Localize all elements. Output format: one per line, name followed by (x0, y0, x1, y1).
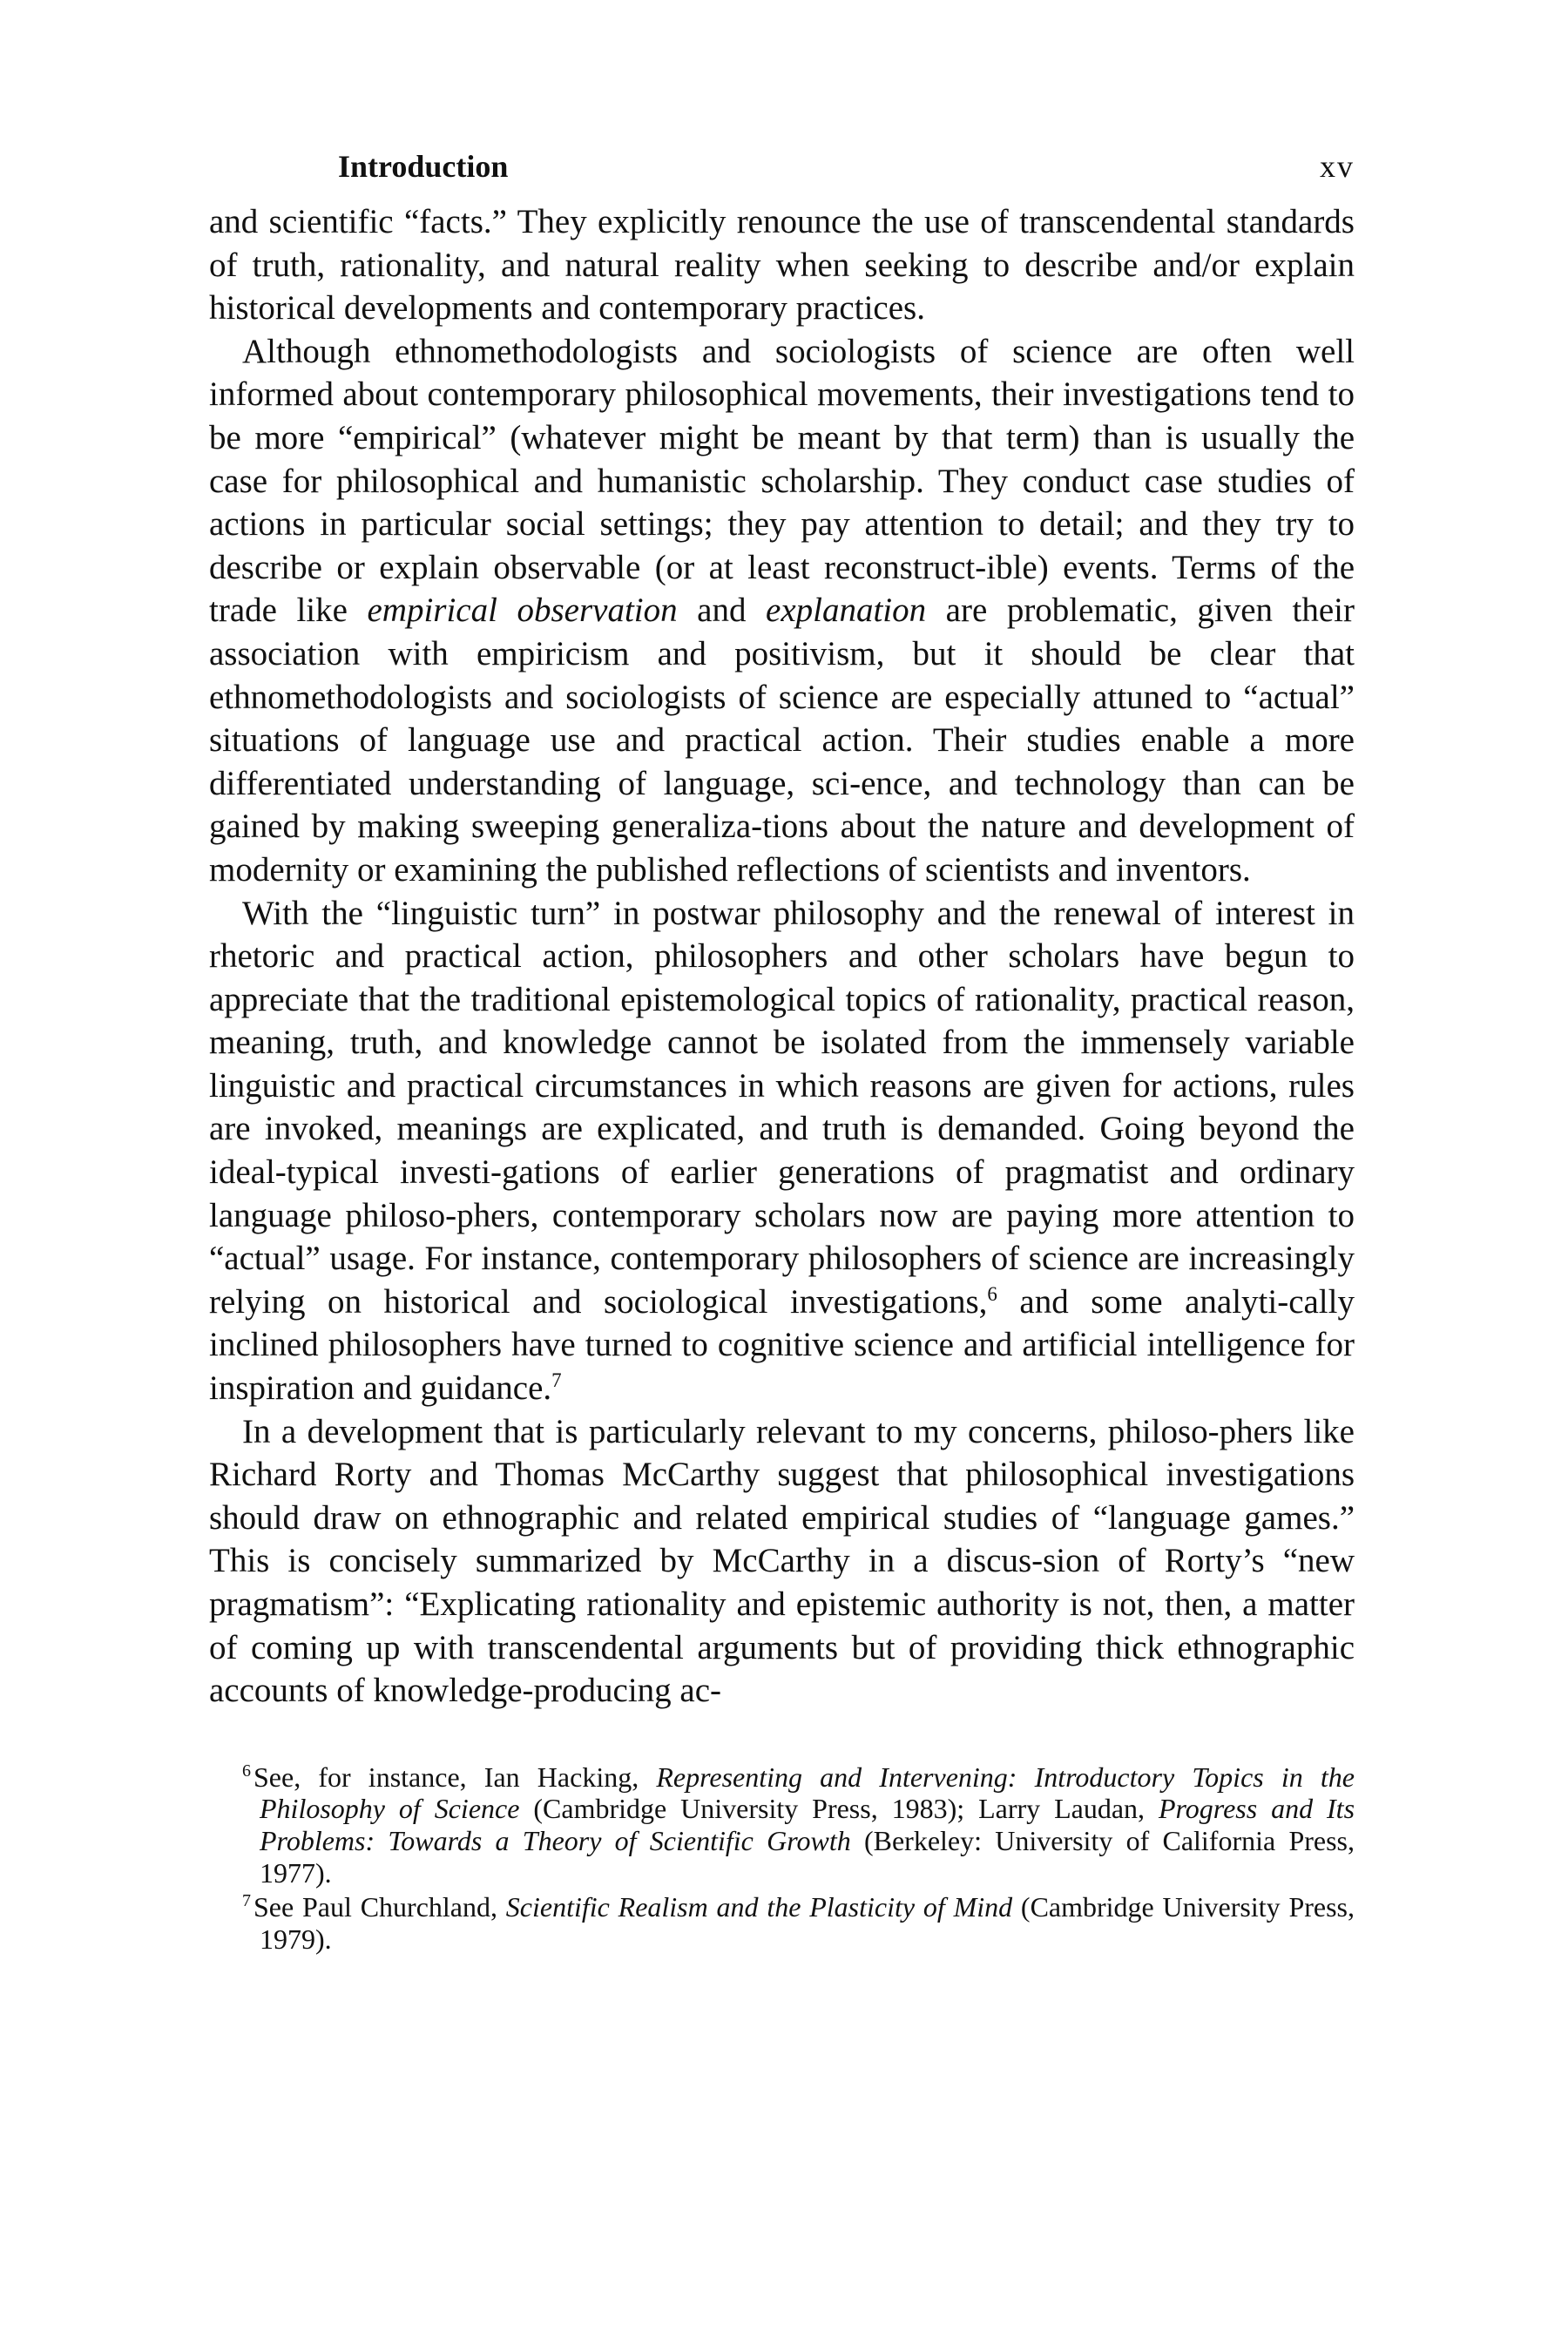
text-segment: are problematic, given their association with empiricism and positivism, but it should be clear that ethnomethodologists and sociologists of science are especially attuned to “actual” situations of language use and practical action. Their studies enable a more differentiated understanding of language, sci-ence, and technology than can be gained by making sweeping generaliza-tions about the nature and development of modernity or examining the published reflections of scientists and inventors. (209, 591, 1355, 889)
page-number: xv (1320, 149, 1355, 184)
italic-text: Scientific Realism and the Plasticity of Mind (505, 1891, 1013, 1923)
text-segment: and scientific “facts.” They explicitly renounce the use of transcendental standards of truth, rationality, and natural reality when seeking to describe and/or explain historical developments and contemporary practices. (209, 203, 1355, 328)
italic-text: empirical observation (367, 591, 678, 630)
body-text (209, 200, 1355, 1713)
text-segment: (Cambridge University Press, 1979). (260, 1891, 1355, 1955)
footnote-number: 7 (242, 1891, 251, 1911)
footnote-number: 6 (242, 1761, 251, 1781)
paragraph (209, 200, 1355, 330)
paragraph (209, 892, 1355, 1410)
chapter-title: Introduction (338, 149, 509, 184)
italic-text: Progress and Its Problems: Towards a Theory of Scientific Growth (260, 1793, 1355, 1856)
footnote (242, 1891, 1355, 1955)
running-head (209, 148, 1355, 200)
text-segment: With the “linguistic turn” in postwar philosophy and the renewal of interest in rhetoric and practical action, philosophers and other scholars have begun to appreciate that the traditional epistemological topics of rationality, practical reason, meaning, truth, and knowledge cannot be isolated from the immensely variable linguistic and practical circumstances in which reasons are given for actions, rules are invoked, meanings are explicated, and truth is demanded. Going beyond the ideal-typical investi-gations of earlier generations of pragmatist and ordinary language philoso-phers, contemporary scholars now are paying more attention to “actual” usage. For instance, contemporary philosophers of science are increasingly relying on historical and sociological investigations, (209, 894, 1355, 1321)
text-segment: and some analyti-cally inclined philosophers have turned to cognitive science and artificial intelligence for inspiration and guidance. (209, 1282, 1355, 1408)
text-segment: and (677, 591, 767, 630)
footnote (242, 1761, 1355, 1889)
book-page (209, 148, 1355, 1957)
text-segment: (Cambridge University Press, 1983); Larry Laudan, (519, 1793, 1159, 1825)
text-segment: See Paul Churchland, (253, 1891, 506, 1923)
text-segment: (Berkeley: University of California Press, 1977). (260, 1824, 1355, 1889)
footnote-reference: 7 (551, 1369, 562, 1392)
italic-text: Representing and Intervening: Introductory Topics in the Philosophy of Science (260, 1761, 1355, 1825)
paragraph (209, 330, 1355, 892)
text-segment: See, for instance, Ian Hacking, (253, 1761, 657, 1793)
paragraph (209, 1410, 1355, 1713)
text-segment: Although ethnomethodologists and sociologists of science are often well informed about contemporary philosophical movements, their investigations tend to be more “empirical” (whatever might be meant by that term) than is usually the case for philosophical and humanistic scholarship. They conduct case studies of actions in particular social settings; they pay attention to detail; and they try to describe or explain observable (or at least reconstruct-ible) events. Terms of the trade like (209, 332, 1355, 630)
italic-text: explanation (766, 591, 927, 630)
text-segment: In a development that is particularly relevant to my concerns, philoso-phers like Richard Rorty and Thomas McCarthy suggest that philosophical investigations should draw on ethnographic and related empirical studies of “language games.” This is concisely summarized by McCarthy in a discus-sion of Rorty’s “new pragmatism”: “Explicating rationality and epistemic authority is not, then, a matter of coming up with transcendental arguments but of providing thick ethnographic accounts of knowledge-producing ac- (209, 1412, 1355, 1710)
footnote-reference: 6 (987, 1282, 997, 1305)
footnotes (209, 1761, 1355, 1956)
